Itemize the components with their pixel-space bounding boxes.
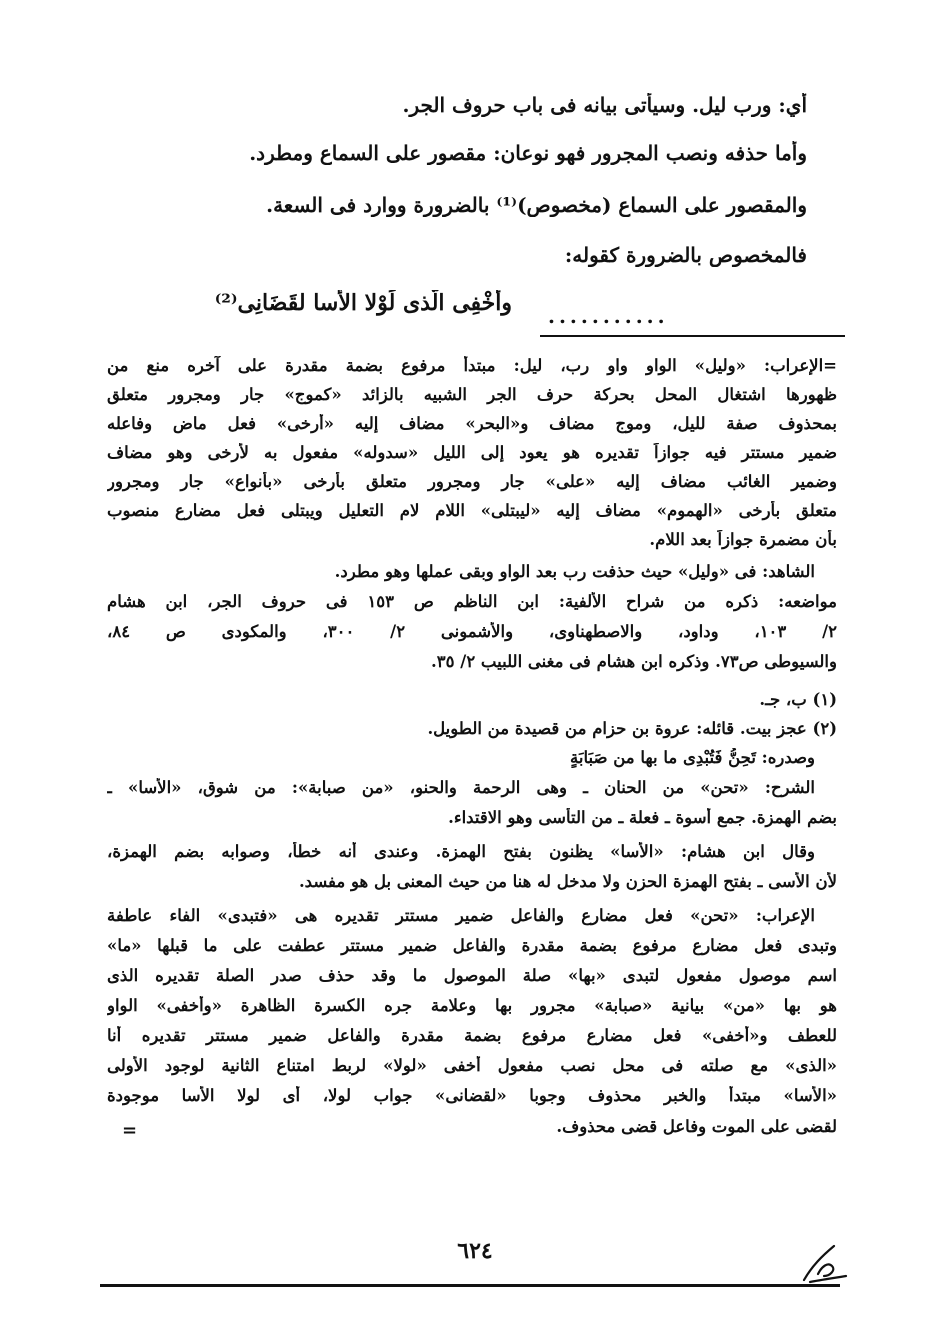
note-line: بضم الهمزة. جمع أسوة ـ فعلة ـ من التأسى وهو الاقتداء. [448, 808, 837, 827]
note-line: «الذى» مع صلته فى محل نصب مفعول أخفى «لولا» لربط امتناع الثانية لوجود الأولى [107, 1056, 837, 1075]
main-line-1: أي: ورب ليل. وسيأتى بيانه فى باب حروف الجر. [402, 93, 807, 117]
main-line-4: فالمخصوص بالضرورة كقوله: [564, 243, 807, 267]
note-line: وتبدى فعل مضارع مرفوع بضمة مقدرة والفاعل ضمير مستتر عطفت على ما قبلها «ما» [107, 936, 837, 955]
note-line: ظهورها اشتغال المحل بحركة حرف الجر الشبيه بالزائد «كموج» جار ومجرور متعلق [107, 385, 837, 404]
note-line: وصدره: تَحِنُّ فَتُبْدِى ما بها من صَبَابَةٍ [570, 748, 815, 767]
main-line-2: وأما حذفه ونصب المجرور فهو نوعان: مقصور على السماع ومطرد. [249, 141, 807, 165]
note-line: بمحذوف صفة لليل، وموج مضاف و«البحر» مضاف إليه «أرخى» فعل ماض وفاعله [107, 414, 837, 433]
note-line: لأن الأسى ـ بفتح الهمزة الحزن ولا مدخل له هنا من حيث المعنى بل هو مفسد. [298, 872, 837, 891]
note-line: ضمير مستتر فيه جوازاً تقديره هو يعود إلى الليل «سدوله» مفعول به لأرخى وهو مضاف [107, 443, 837, 462]
note-line: بأن مضمرة جوازاً بعد اللام. [649, 530, 837, 549]
note-line: مواضعه: ذكره من شراح الألفية: ابن الناظم ص ١٥٣ فى حروف الجر، ابن هشام [107, 592, 837, 611]
page-number: ٦٢٤ [457, 1238, 493, 1264]
handwritten-mark [800, 1236, 850, 1286]
note-line: متعلق بأرخى «الهموم» مضاف إليه «ليبتلى» اللام لام التعليل ويبتلى فعل مضارع منصوب [107, 501, 837, 520]
note-line: ٢/ ١٠٣، وداود، والاصطهناوى، والأشمونى ٢/ ٣٠٠، والمكودى ص ٨٤، [107, 622, 837, 641]
note-line: =الإعراب: «وليل» الواو واو رب، ليل: مبتدأ مرفوع بضمة مقدرة على آخره منع من [107, 356, 837, 375]
main-line-3: والمقصور على السماع (مخصوص)⁽¹⁾ بالضرورة ووارد فى السعة. [266, 193, 807, 217]
note-line: اسم موصول مفعول لتبدى «بها» صلة الموصول ما وقد حذف صدر الصلة تقديره الذى [107, 966, 837, 985]
bottom-rule [100, 1284, 840, 1287]
continuation-mark: = [122, 1120, 138, 1141]
note-line: وضمير الغائب مضاف إليه «على» جار ومجرور متعلق بأرخى «بأنواع» جار ومجرور [107, 472, 837, 491]
note-shahid: الشاهد: فى «وليل» حيث حذفت رب بعد الواو وبقى عملها وهو مطرد. [334, 562, 815, 581]
note-line: وقال ابن هشام: «الأسا» يظنون بفتح الهمزة. وعندى أنه خطأ، وصوابه بضم الهمزة، [107, 842, 815, 861]
note-line: هو بها «من» بيانية «صبابة» مجرور بها وعلامة جره الكسرة الظاهرة «وأخفى» الواو [107, 996, 837, 1015]
verse-hemistich: وأُخْفِى الَّذى لَوْلا الأسا لقَضَانِى⁽²⁾ [214, 290, 512, 316]
note-line: الإعراب: «تحن» فعل مضارع والفاعل ضمير مستتر تقديره هى «فتبدى» الفاء عاطفة [107, 906, 815, 925]
note-line: لقضى على الموت وفاعل قضى محذوف. [556, 1117, 837, 1136]
note-line: للعطف و«أخفى» فعل مضارع مرفوع بضمة مقدرة والفاعل ضمير مستتر تقديره أنا [107, 1026, 837, 1045]
separator-line [540, 335, 845, 337]
footnote-2: (٢) عجز بيت. قائله: عروة بن حزام من قصيدة من الطويل. [427, 719, 837, 738]
note-line: الشرح: «تحن» من الحنان ـ وهى الرحمة والحنو، «من صبابة»: من شوق، «الأسا» ـ [107, 778, 815, 797]
verse-dots: ........... [548, 304, 669, 328]
note-line: «الأسا» مبتدأ والخبر محذوف وجوبا «لقضانى» جواب لولا، أى لولا الأسا موجودة [107, 1086, 837, 1105]
footnote-1: (١) ب، جـ. [759, 690, 837, 709]
note-line: والسيوطى ص٧٣. وذكره ابن هشام فى مغنى اللبيب ٢/ ٣٥. [431, 652, 837, 671]
